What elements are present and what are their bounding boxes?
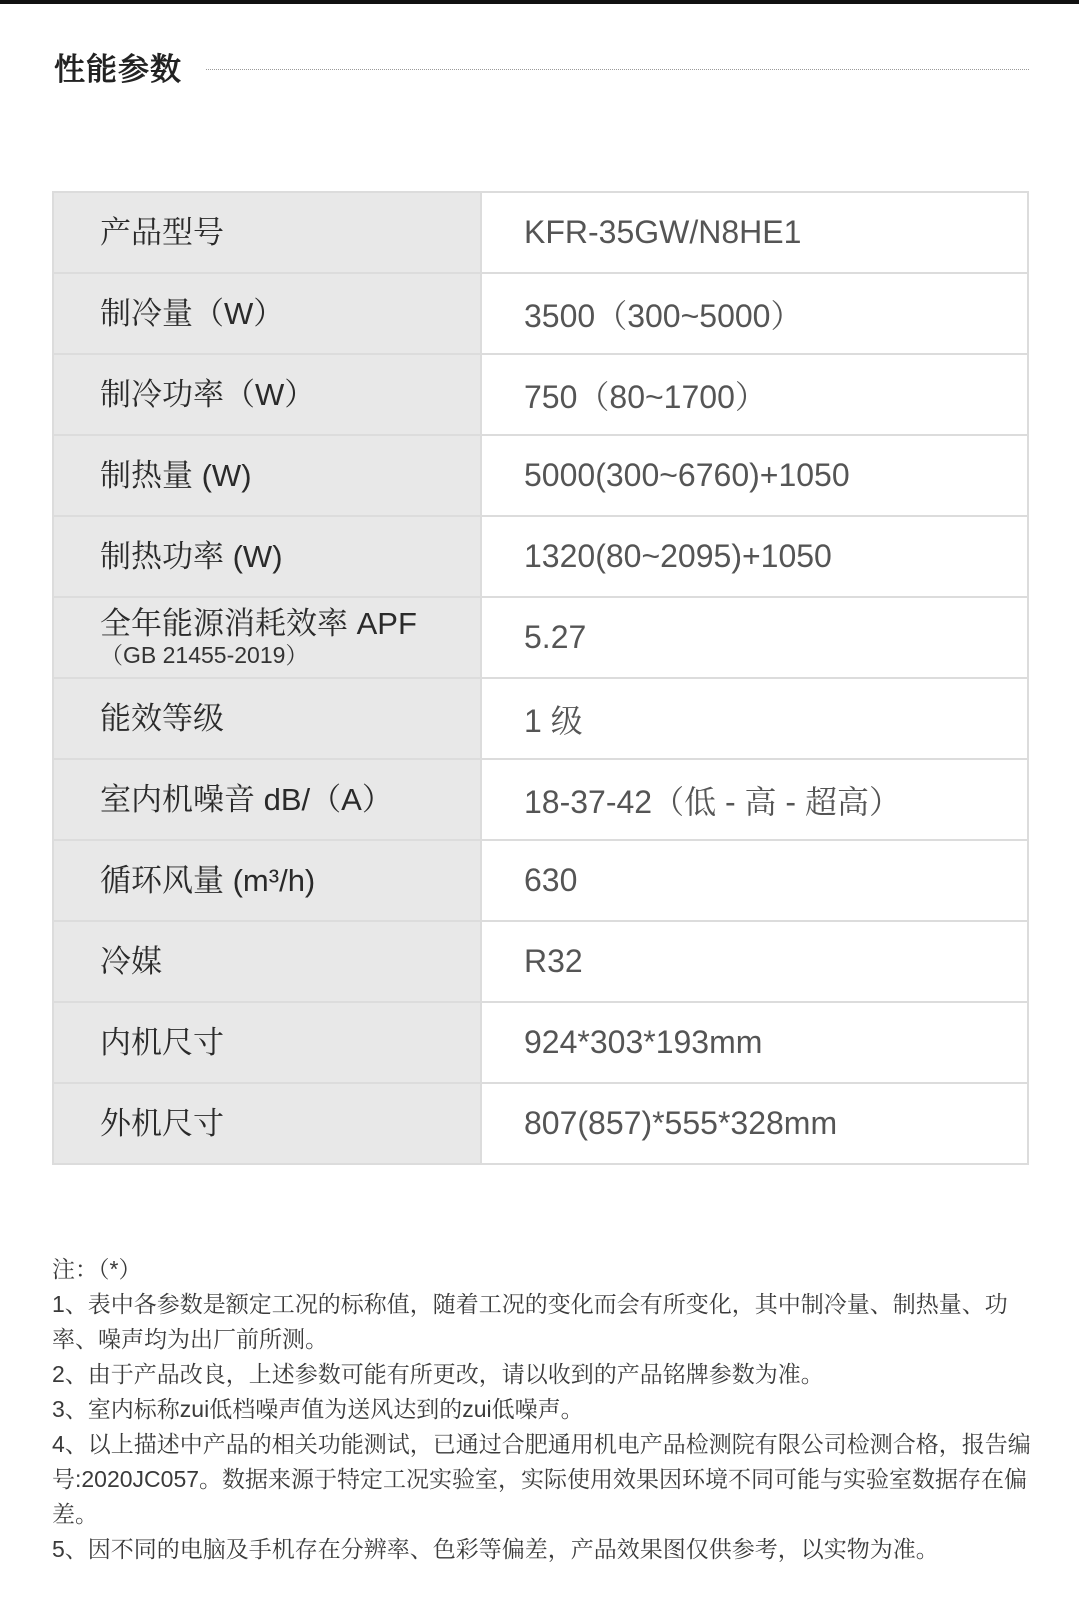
spec-label: [53, 435, 481, 516]
spec-label-text: 冷媒: [100, 943, 162, 979]
notes-heading: 注：（*）: [52, 1256, 142, 1282]
section-header: [54, 44, 1029, 89]
spec-value: 924*303*193mm: [481, 1002, 1028, 1083]
spec-value: 630: [481, 840, 1028, 921]
spec-value: 750（80~1700）: [481, 354, 1028, 435]
spec-value: 3500（300~5000）: [481, 273, 1028, 354]
spec-label: [53, 678, 481, 759]
spec-label-text: 制冷量（W）: [100, 295, 285, 331]
section-title: 性能参数: [54, 52, 182, 87]
spec-value: 5.27: [481, 597, 1028, 678]
spec-label: [53, 1002, 481, 1083]
note-item: 1、表中各参数是额定工况的标称值，随着工况的变化而会有所变化，其中制冷量、制热量、功率、噪声均为出厂前所测。: [52, 1291, 1008, 1352]
spec-label-text: 制热功率 (W): [100, 538, 283, 574]
spec-sublabel: （GB 21455-2019）: [100, 641, 309, 668]
spec-label-text: 室内机噪音 dB/（A）: [100, 781, 393, 817]
dotted-divider: [206, 69, 1029, 70]
spec-label: [53, 516, 481, 597]
spec-value: 1 级: [481, 678, 1028, 759]
spec-label-text: 循环风量 (m³/h): [100, 862, 316, 898]
table-row: [53, 597, 1028, 678]
spec-label: [53, 921, 481, 1002]
spec-value: 18-37-42（低 - 高 - 超高）: [481, 759, 1028, 840]
spec-label-text: 制冷功率（W）: [100, 376, 316, 412]
spec-label-text: 产品型号: [100, 214, 224, 250]
spec-label-text: 外机尺寸: [100, 1105, 224, 1141]
spec-label: [53, 354, 481, 435]
table-row: [53, 759, 1028, 840]
table-row: [53, 840, 1028, 921]
table-row: [53, 516, 1028, 597]
spec-label: [53, 840, 481, 921]
top-border: [0, 0, 1079, 4]
spec-label: [53, 597, 481, 678]
note-item: 4、以上描述中产品的相关功能测试，已通过合肥通用机电产品检测院有限公司检测合格，报告编号:2020JC057。数据来源于特定工况实验室，实际使用效果因环境不同可能与实验室数据存在偏差。: [52, 1431, 1031, 1527]
spec-table: [52, 191, 1029, 1165]
table-row: [53, 1083, 1028, 1164]
notes-section: [52, 1252, 1037, 1567]
spec-value: KFR-35GW/N8HE1: [481, 192, 1028, 273]
spec-value: 807(857)*555*328mm: [481, 1083, 1028, 1164]
spec-label: [53, 759, 481, 840]
table-row: [53, 192, 1028, 273]
spec-value: 1320(80~2095)+1050: [481, 516, 1028, 597]
note-item: 3、室内标称zui低档噪声值为送风达到的zui低噪声。: [52, 1396, 584, 1422]
spec-label-text: 制热量 (W): [100, 457, 252, 493]
table-row: [53, 354, 1028, 435]
note-item: 2、由于产品改良，上述参数可能有所更改，请以收到的产品铭牌参数为准。: [52, 1361, 824, 1387]
spec-label-text: 能效等级: [100, 700, 224, 736]
spec-value: R32: [481, 921, 1028, 1002]
note-item: 5、因不同的电脑及手机存在分辨率、色彩等偏差，产品效果图仅供参考，以实物为准。: [52, 1536, 939, 1562]
table-row: [53, 921, 1028, 1002]
table-row: [53, 273, 1028, 354]
table-row: [53, 1002, 1028, 1083]
spec-label: [53, 192, 481, 273]
spec-label: [53, 1083, 481, 1164]
table-row: [53, 678, 1028, 759]
spec-label: [53, 273, 481, 354]
spec-label-text: 内机尺寸: [100, 1024, 224, 1060]
table-row: [53, 435, 1028, 516]
spec-label-text: 全年能源消耗效率 APF: [100, 605, 417, 641]
spec-value: 5000(300~6760)+1050: [481, 435, 1028, 516]
